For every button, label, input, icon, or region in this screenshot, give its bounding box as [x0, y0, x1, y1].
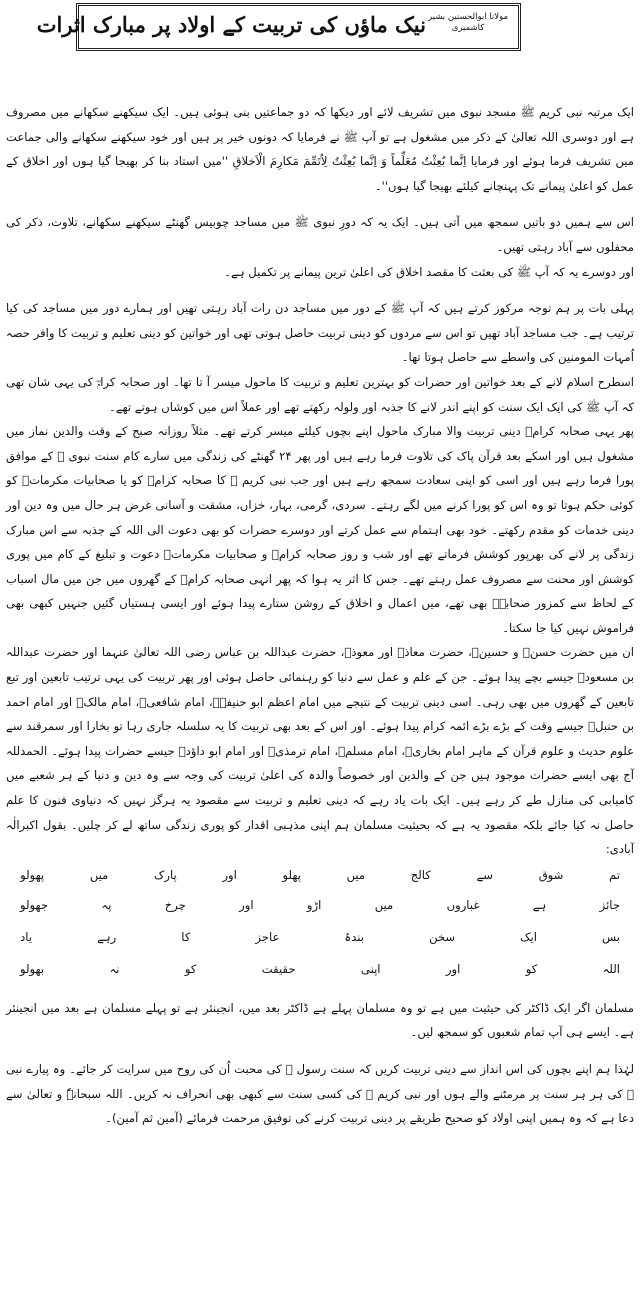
poem-word: پہ: [101, 897, 112, 912]
poem-word: اور: [239, 897, 254, 912]
poem-word: پھولو: [20, 867, 45, 882]
poem-word: اپنی: [360, 961, 381, 976]
poem-word: رہے: [97, 929, 117, 944]
poem-word: کو: [184, 961, 197, 976]
author-name: مولانا ابوالحسنین بشیر کاشمیری: [427, 12, 509, 33]
paragraph-1: ایک مرتبہ نبی کریم ﷺ مسجد نبوی میں تشریف لائے اور دیکھا کہ دو جماعتیں بنی ہوئی ہیں۔ ایک سیکھنے سکھانے میں مصروف ہے اور دوسری اللہ تعالیٰ کے ذکر میں مشغول ہے تو آپ ﷺ نے فرمایا کہ دونوں خیر پر ہیں اور خود سیکھنے سکھانے والی جماعت میں تشریف فرما ہوئے اور فرمایا اِنَّما بُعِثْتُ مُعَلِّماً وَ اِنَّما بُعِثْتُ لِاُتَمِّمَ مَکارِمَ الْاَخلاقِ ''میں استاد بنا کر بھیجا گیا ہوں اور اخلاق کے عمل کو اعلیٰ پیمانے تک پہنچانے کیلئے بھیجا گیا ہوں''۔: [6, 105, 634, 193]
poem: [0, 864, 640, 996]
poem-word: میں: [89, 867, 109, 882]
page-title: نیک ماؤں کی تربیت کے اولاد پر مبارک اثرات: [36, 12, 426, 37]
poem-word: اور: [222, 867, 237, 882]
poem-word: بس: [601, 929, 620, 944]
poem-word: جائز: [599, 897, 620, 912]
poem-word: اور: [445, 961, 461, 976]
paragraph-7: ان میں حضرت حسنؓ و حسینؓ، حضرت معاذؓ اور معوذؓ، حضرت عبداللہ بن عباس رضی اللہ تعالیٰ عنہما اور حضرت عبداللہ بن مسعودؓ جیسے بچے پیدا ہوئے۔ جن کے علم و عمل سے دنیا کو رہنمائی حاصل ہوئی اور پھر تربیت کی یہی ترتیب تابعین اور تبع تابعین کے گھروں میں بھی رہی۔ اسی دینی تربیت کے نتیجے میں امام اعظم ابو حنیفہؒ، امام شافعیؒ، امام مالکؒ اور امام احمد بن حنبلؒ جیسے وقت کے بڑے بڑے ائمہ کرام پیدا ہوئے۔ اور اس کے بعد بھی تربیت کا یہ سلسلہ جاری رہا تو بخارا اور سمرقند سے علوم حدیث و علوم قرآن کے ماہر امام بخاریؒ، امام مسلمؒ، امام ترمذیؒ اور امام ابو داؤدؒ جیسے حضرات پیدا ہوئے۔ الحمدللہ آج بھی ایسے حضرات موجود ہیں جن کے والدین اور خصوصاً والدہ کی اعلیٰ تربیت کی وجہ سے وہ دین و دنیا کے ہر شعبے میں کامیابی کی منازل طے کر رہے ہیں۔ ایک بات یاد رہے کہ دینی تعلیم و تربیت سے مقصود یہ ہرگز نہیں کہ دنیاوی فنون کا علم حاصل نہ کیا جائے بلکہ مقصود یہ ہے کہ بحیثیت مسلمان ہم اپنی مذہبی اقدار کو پوری زندگی ساتھ لے کر چلیں۔ بقول اکبرالٰہ آبادی:: [6, 645, 634, 857]
poem-word: ہے: [532, 897, 547, 912]
poem-word: میں: [374, 897, 394, 912]
poem-word: اللہ: [602, 961, 620, 976]
paragraph-4: پہلی بات پر ہم توجہ مرکوز کرتے ہیں کہ آپ ﷺ کے دور میں مساجد دن رات آباد رہتی تھیں اور ہمارے دور میں مساجد کی کیا ترتیب ہے۔ جب مساجد آباد تھیں تو اس سے مردوں کو دینی تربیت حاصل ہوتی تھی اور خواتین کو دینی تعلیم و تربیت کا وافر حصہ اُمہات المومنین کی واسطے سے حاصل ہوتا تھا۔: [6, 301, 634, 365]
poem-word: پارک: [154, 867, 177, 882]
poem-word: ایک: [520, 929, 537, 944]
poem-word: بندۂ: [344, 929, 365, 944]
paragraph-5: اسطرح اسلام لانے کے بعد خواتین اور حضرات کو بہترین تعلیم و تربیت کا ماحول میسر آ تا تھا۔ اور صحابہ کرامؓ کی یہی شان تھی کہ آپ ﷺ کی ایک ایک سنت کو اپنے اندر لانے کا جذبہ اور ولولہ رکھتے تھے اور عملاً اس میں کوشاں ہوتے تھے۔: [6, 374, 634, 414]
poem-word: سخن: [429, 929, 456, 944]
closing-paragraph-2: لہٰذا ہم اپنے بچوں کی اس انداز سے دینی تربیت کریں کہ سنت رسول ﷺ کی محبت اُن کی روح میں سرایت کر جائے۔ وہ پیارے نبی ﷺ کی ہر ہر سنت پر مرمٹنے والے ہوں اور نبی کریم ﷺ کی کسی سنت سے کبھی بھی انحراف نہ کریں۔ اللہ سبحانہٗ و تعالیٰ سے دعا ہے کہ وہ ہمیں اپنی اولاد کو صحیح طریقے پر دینی تربیت کرنے کی توفیق مرحمت فرمائے (آمین ثم آمین)۔: [6, 1062, 634, 1126]
poem-word: حقیقت: [261, 961, 296, 976]
article-body: [0, 100, 640, 1131]
poem-word: تم: [609, 867, 620, 882]
poem-word: کو: [525, 961, 538, 976]
poem-word: اڑو: [306, 897, 322, 912]
poem-word: بھولو: [20, 961, 45, 976]
poem-word: میں: [346, 867, 366, 882]
poem-word: نہ: [109, 961, 120, 976]
poem-line: [20, 868, 620, 890]
poem-word: غباروں: [446, 897, 480, 912]
poem-word: پھلو: [282, 867, 301, 882]
poem-word: شوق: [538, 867, 564, 882]
poem-word: یاد: [20, 929, 33, 944]
paragraph-6: پھر یہی صحابہ کرامؓ دینی تربیت والا مبارک ماحول اپنے بچوں کیلئے میسر کرتے تھے۔ مثلاً روزانہ صبح کے وقت والدین نماز میں مشغول ہیں اور اسکے بعد قرآن پاک کی تلاوت فرما رہے ہیں اور پھر ۲۴ گھنٹے کی زندگی میں سارے کام سنت نبوی ﷺ کے موافق پورا فرما رہے ہیں اور اسی کو اپنی سعادت سمجھ رہے ہیں اور جب نبی کریم ﷺ کا صحابہ کرامؓ کو یا صحابیات مکرماتؓ کو کوئی حکم ہوتا تو وہ اس کو پورا کرنے میں لگے رہتے۔ سردی، گرمی، بہار، خزاں، مشقت و آسانی غرض ہر حال میں وہ دین اور دینی خدمات کو مقدم رکھتے۔ خود بھی اہتمام سے عمل کرتے اور دوسرے حضرات کو بھی دعوت الی اللہ کے جذبہ سے اس مبارک زندگی پر لانے کی بھرپور کوشش فرماتے تھے اور شب و روز صحابہ کرامؓ و صحابیات مکرماتؓ دعوت و تبلیغ کے کام میں پوری کوشش اور محنت سے مصروف عمل رہتے تھے۔ جس کا اثر یہ ہوا کہ پھر انہی صحابہ کرامؓ کے گھروں میں جن میں مال اسباب کے لحاظ سے کمزور صحابہؓ بھی تھے، میں اعمال و اخلاق کے روشن ستارے پیدا ہوئے اور ایسی ہستیاں گئیں جنہیں کبھی بھی فراموش نہیں کیا جا سکتا۔: [6, 424, 634, 635]
closing-paragraph-1: مسلمان اگر ایک ڈاکٹر کی حیثیت میں ہے تو وہ مسلمان پہلے ہے ڈاکٹر بعد میں، انجینئر ہے تو پہلے مسلمان ہے بعد میں انجینئر ہے۔ ایسے ہی آپ تمام شعبوں کو سمجھ لیں۔: [6, 1000, 634, 1040]
poem-line: [20, 930, 620, 952]
paragraph-3: اور دوسرے یہ کہ آپ ﷺ کی بعثت کا مقصد اخلاق کی اعلیٰ ترین پیمانے پر تکمیل ہے۔: [224, 264, 634, 279]
poem-word: جھولو: [20, 897, 49, 912]
title-box: [36, 3, 521, 51]
poem-line: [20, 898, 620, 920]
poem-word: عاجز: [255, 929, 280, 944]
paragraph-2: اس سے ہمیں دو باتیں سمجھ میں آتی ہیں۔ ایک یہ کہ دورِ نبوی ﷺ میں مساجد چوبیس گھنٹے سیکھنے سکھانے، تلاوت، ذکر کی محفلوں سے آباد رہتی تھیں۔: [6, 215, 634, 254]
poem-word: کا: [181, 929, 191, 944]
poem-word: چرخ: [164, 897, 186, 912]
poem-word: کالج: [410, 867, 431, 882]
poem-word: سے: [476, 867, 494, 882]
poem-line: [20, 962, 620, 984]
